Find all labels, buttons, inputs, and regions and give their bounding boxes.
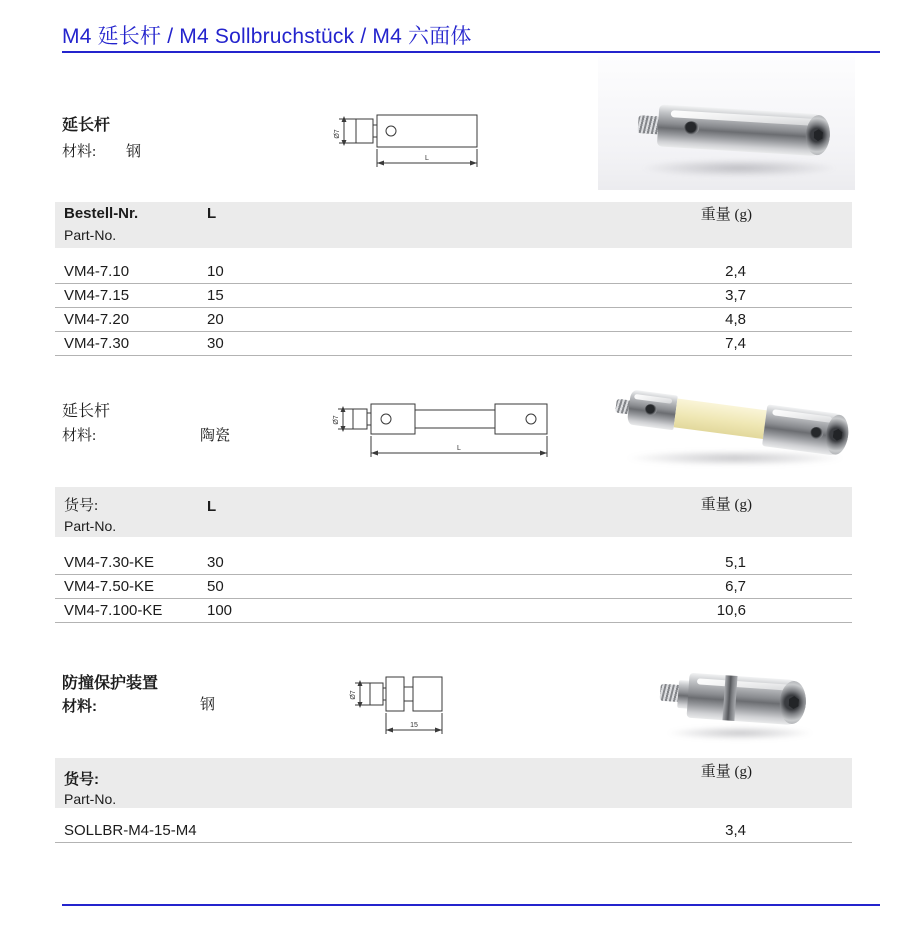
rod-end-face	[805, 114, 831, 155]
part-number-cell: VM4-7.100-KE	[64, 602, 163, 619]
weight-cell: 6,7	[725, 578, 746, 595]
table-row	[55, 819, 852, 843]
footer-rule	[62, 904, 880, 906]
weight-header: 重量 (g)	[700, 207, 752, 223]
part-no-header: Part-No.	[64, 227, 117, 243]
weight-cell: 3,7	[725, 287, 746, 304]
rod-shadow	[640, 159, 838, 177]
weight-header: 重量 (g)	[700, 497, 752, 513]
length-header: L	[207, 498, 217, 515]
section3-material-value: 钢	[200, 697, 216, 713]
part-number-cell: VM4-7.10	[64, 263, 130, 280]
rod-side-hole	[644, 403, 657, 415]
rod-body	[657, 104, 831, 156]
steel-rod-drawing	[332, 110, 482, 172]
breakaway-photo	[640, 660, 836, 752]
title-rule	[62, 51, 880, 53]
table-row	[55, 260, 852, 284]
dia-dim-label: Ø7	[334, 129, 341, 139]
rod-shadow	[666, 726, 814, 740]
length-dim-label: L	[425, 155, 429, 162]
part-number-cell: VM4-7.30	[64, 335, 130, 352]
breakaway-drawing	[350, 664, 450, 742]
part-number-cell: VM4-7.15	[64, 287, 130, 304]
part-number-cell: VM4-7.50-KE	[64, 578, 155, 595]
rod-side-hole	[809, 426, 823, 440]
weight-cell: 4,8	[725, 311, 746, 328]
section3-product-name: 防撞保护装置	[62, 675, 159, 692]
length-cell: 20	[207, 311, 224, 328]
dia-dim-label: Ø7	[333, 415, 340, 425]
breaking-groove	[722, 675, 737, 721]
weight-cell: 2,4	[725, 263, 746, 280]
length-cell: 15	[207, 287, 224, 304]
rod-left-collar	[627, 389, 678, 430]
hex-socket	[832, 428, 842, 441]
hex-socket	[813, 129, 823, 142]
length-cell: 100	[207, 602, 233, 619]
section1-material-value: 钢	[126, 144, 142, 160]
length-cell: 30	[207, 335, 224, 352]
weight-cell: 10,6	[716, 602, 746, 619]
order-no-header: 货号:	[64, 498, 99, 514]
length-cell: 10	[207, 263, 224, 280]
section2-product-name: 延长杆	[62, 403, 111, 420]
ceramic-rod-photo	[603, 388, 865, 480]
weight-cell: 3,4	[725, 822, 746, 839]
weight-cell: 7,4	[725, 335, 746, 352]
weight-header: 重量 (g)	[700, 764, 752, 780]
table-header-band	[55, 487, 852, 537]
ceramic-rod	[613, 383, 853, 459]
rod-side-hole	[684, 121, 700, 135]
length-cell: 30	[207, 554, 224, 571]
length-dim-label: 15	[410, 722, 418, 729]
part-number-cell: VM4-7.20	[64, 311, 130, 328]
order-no-header: Bestell-Nr.	[64, 205, 139, 222]
table-row	[55, 284, 852, 308]
steel-rod-photo	[598, 57, 855, 190]
part-number-cell: VM4-7.30-KE	[64, 554, 155, 571]
table-row	[55, 308, 852, 332]
ceramic-middle	[674, 399, 767, 439]
section3-material-label: 材料:	[62, 698, 97, 715]
part-body	[687, 673, 808, 726]
ceramic-rod-drawing	[333, 396, 553, 462]
hex-socket	[788, 696, 799, 710]
table-row	[55, 575, 852, 599]
table-header-band	[55, 202, 852, 248]
section2-material-label: 材料:	[62, 428, 97, 444]
order-no-header: 货号:	[64, 771, 99, 788]
section2-material-value: 陶瓷	[200, 428, 231, 444]
table-row	[55, 551, 852, 575]
table-header-band	[55, 758, 852, 808]
length-dim-label: L	[457, 445, 461, 452]
weight-cell: 5,1	[725, 554, 746, 571]
part-number-cell: SOLLBR-M4-15-M4	[64, 822, 197, 839]
page-title: M4 延长杆 / M4 Sollbruchstück / M4 六面体	[62, 25, 472, 48]
length-header: L	[207, 205, 217, 222]
length-cell: 50	[207, 578, 224, 595]
part-no-header: Part-No.	[64, 791, 117, 807]
table-row	[55, 332, 852, 356]
breakaway-part	[659, 669, 814, 727]
dia-dim-label: Ø7	[350, 690, 357, 700]
rod-right-body	[762, 404, 851, 457]
part-no-header: Part-No.	[64, 518, 117, 534]
section1-product-name: 延长杆	[62, 117, 111, 134]
table-row	[55, 599, 852, 623]
steel-rod	[637, 103, 831, 157]
section1-material-label: 材料:	[62, 144, 97, 160]
